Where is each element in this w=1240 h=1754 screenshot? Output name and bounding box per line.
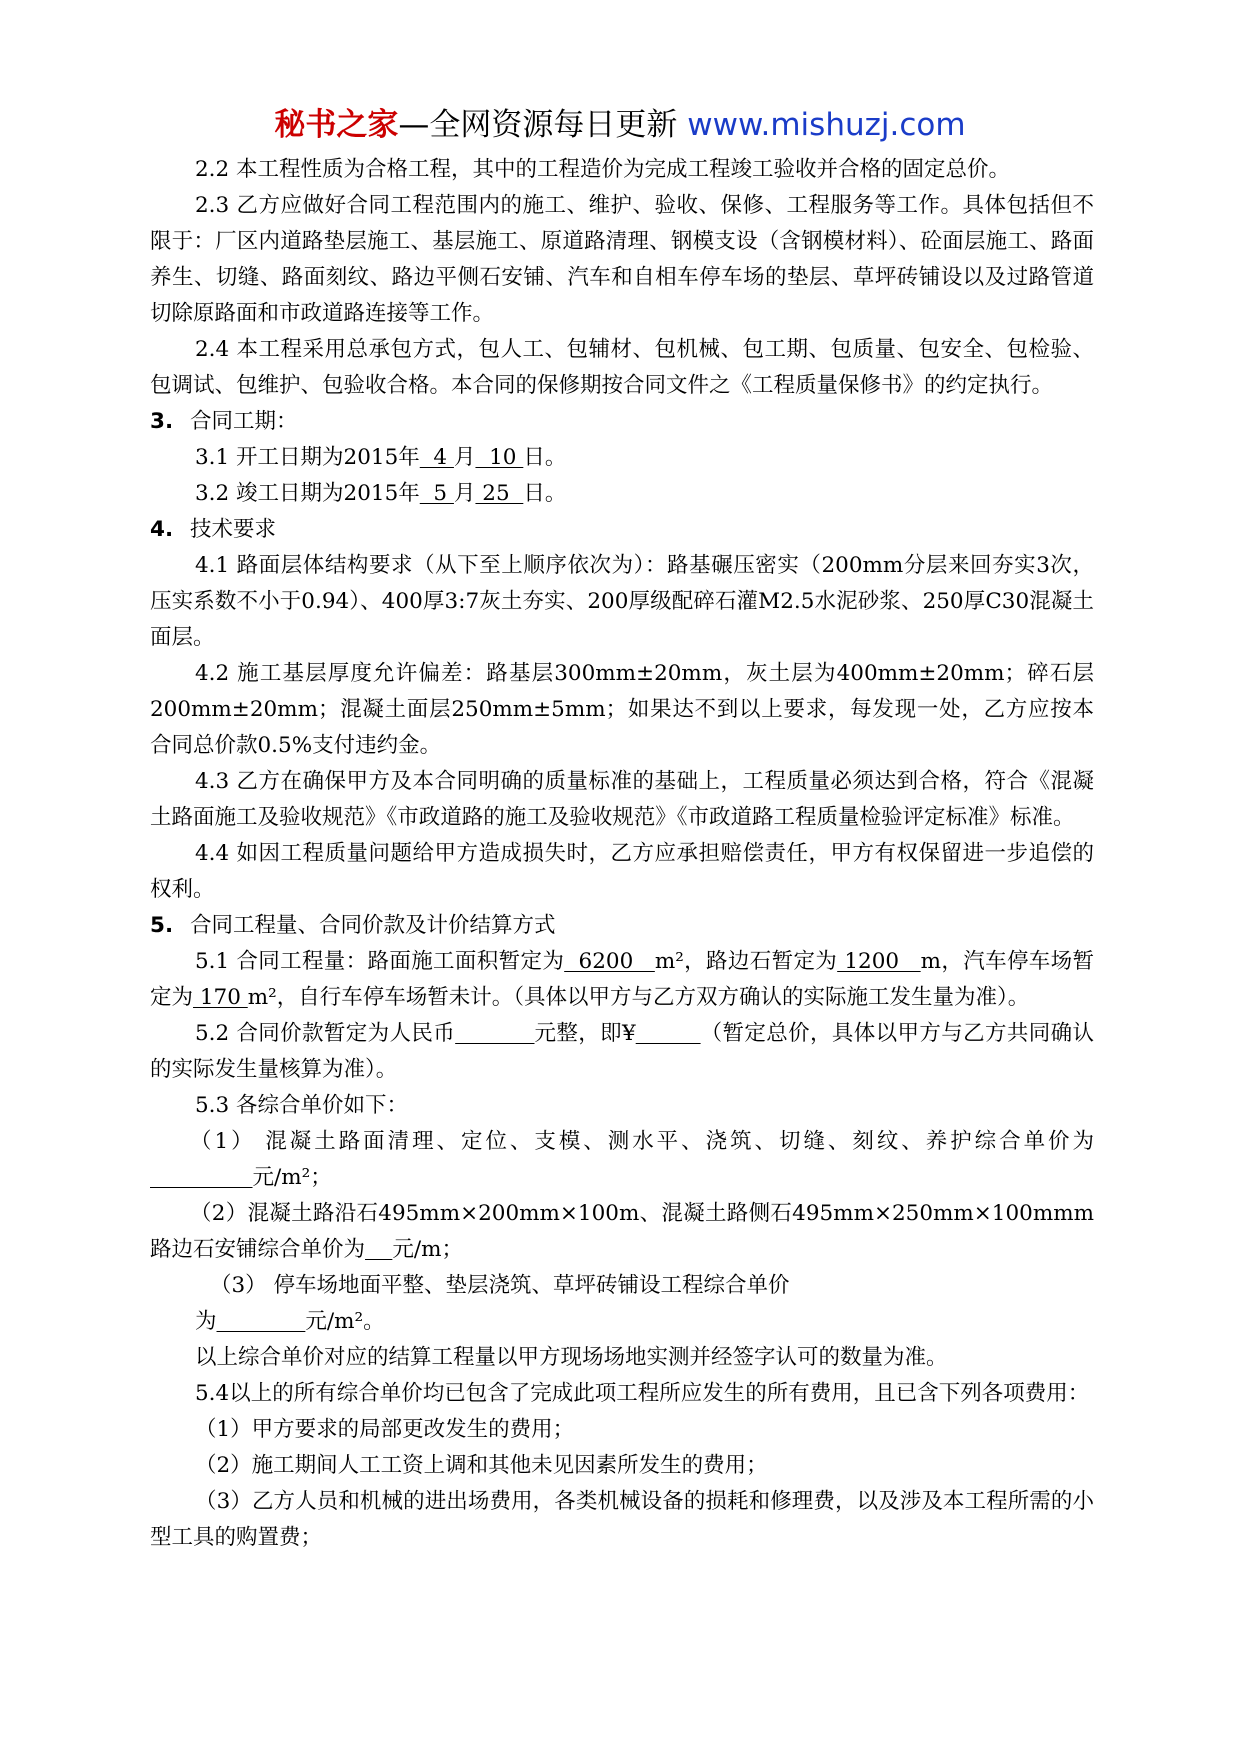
- clause-2-3: 2.3 乙方应做好合同工程范围内的施工、维护、验收、保修、工程服务等工作。具体包括但不限于：厂区内道路垫层施工、基层施工、原道路清理、钢模支设（含钢模材料）、砼面层施工、路面养生、切缝、路面刻纹、路边平侧石安铺、汽车和自相车停车场的垫层、草坪砖铺设以及过路管道切除原路面和市政道路连接等工作。: [150, 193, 1094, 326]
- clause-5-3-1: [150, 1124, 1094, 1196]
- clause-text: 5.1 合同工程量：路面施工面积暂定为: [195, 949, 565, 974]
- curb-length-field: 1200: [837, 949, 921, 974]
- section-number: 5.: [150, 913, 174, 938]
- clause-5-4-3: （3）乙方人员和机械的进出场费用，各类机械设备的损耗和修理费，以及涉及本工程所需的小型工具的购置费；: [150, 1489, 1094, 1550]
- clause-text: 元整，即¥: [534, 1021, 636, 1046]
- clause-text: 3.1 开工日期为2015年: [195, 445, 420, 470]
- clause-text: 为: [195, 1309, 217, 1334]
- clause-text: 3.2 竣工日期为2015年: [195, 481, 420, 506]
- clause-text: m，汽车停车场暂定为: [150, 949, 1094, 1010]
- clause-5-3-3-cont: [150, 1304, 1094, 1340]
- clause-text: 月: [453, 481, 476, 506]
- clause-3-1: [150, 440, 1094, 476]
- section-number: 4.: [150, 517, 174, 542]
- clause-text: （2）混凝土路沿石495mm×200mm×100m、混凝土路侧石495mm×250mm×100mmm路边石安铺综合单价为: [150, 1201, 1094, 1262]
- end-day-field: 25: [475, 481, 524, 506]
- unit-price-blank: [365, 1237, 392, 1262]
- site-header: [0, 105, 1240, 145]
- document-body: [150, 152, 1094, 1556]
- clause-5-4-1: （1）甲方要求的局部更改发生的费用；: [195, 1417, 575, 1442]
- clause-text: 5.2 合同价款暂定为人民币: [195, 1021, 456, 1046]
- section-title: 技术要求: [190, 517, 277, 542]
- clause-4-1: 4.1 路面层体结构要求（从下至上顺序依次为）：路基碾压密实（200mm分层来回夯实3次，压实系数不小于0.94）、400厚3:7灰土夯实、200厚级配碎石灌M2.5水泥砂浆、250厚C30混凝土面层。: [150, 553, 1094, 650]
- clause-5-4: 5.4以上的所有综合单价均已包含了完成此项工程所应发生的所有费用，且已含下列各项费用：: [195, 1381, 1090, 1406]
- section-4-heading: [150, 512, 1094, 548]
- clause-text: m²，自行车停车场暂未计。（具体以甲方与乙方双方确认的实际施工发生量为准）。: [247, 985, 1030, 1010]
- clause-4-4: 4.4 如因工程质量问题给甲方造成损失时，乙方应承担赔偿责任，甲方有权保留进一步追偿的权利。: [150, 841, 1094, 902]
- clause-5-1: [150, 944, 1094, 1016]
- end-month-field: 5: [419, 481, 454, 506]
- clause-3-2: [150, 476, 1094, 512]
- clause-4-2: 4.2 施工基层厚度允许偏差：路基层300mm±20mm，灰土层为400mm±20mm；碎石层200mm±20mm；混凝土面层250mm±5mm；如果达不到以上要求，每发现一处，乙方应按本合同总价款0.5%支付违约金。: [150, 661, 1094, 758]
- parking-area-field: 170: [193, 985, 248, 1010]
- clause-5-3-2: [150, 1196, 1094, 1268]
- clause-2-2: 2.2 本工程性质为合格工程，其中的工程造价为完成工程竣工验收并合格的固定总价。: [195, 157, 1011, 182]
- road-area-field: 6200: [564, 949, 655, 974]
- unit-price-blank: [150, 1165, 253, 1190]
- clause-text: 元/m；: [392, 1237, 463, 1262]
- clause-5-3-3: （3） 停车场地面平整、垫层浇筑、草坪砖铺设工程综合单价: [210, 1273, 790, 1298]
- clause-5-2: [150, 1016, 1094, 1088]
- section-title: 合同工期：: [190, 409, 298, 434]
- start-month-field: 4: [419, 445, 454, 470]
- section-title: 合同工程量、合同价款及计价结算方式: [190, 913, 556, 938]
- clause-text: 月: [453, 445, 476, 470]
- start-day-field: 10: [475, 445, 524, 470]
- price-words-blank: [455, 1021, 534, 1046]
- header-tagline: —全网资源每日更新: [398, 107, 678, 143]
- clause-5-3: 5.3 各综合单价如下：: [195, 1093, 409, 1118]
- clause-5-3-note: 以上综合单价对应的结算工程量以甲方现场场地实测并经签字认可的数量为准。: [195, 1345, 948, 1370]
- clause-text: m²，路边石暂定为: [654, 949, 838, 974]
- section-number: 3.: [150, 409, 174, 434]
- clause-4-3: 4.3 乙方在确保甲方及本合同明确的质量标准的基础上，工程质量必须达到合格，符合《混凝土路面施工及验收规范》《市政道路的施工及验收规范》《市政道路工程质量检验评定标准》标准。: [150, 769, 1094, 830]
- header-url-link[interactable]: www.mishuzj.com: [687, 107, 966, 143]
- clause-text: 元/m²；: [252, 1165, 332, 1190]
- clause-text: （1） 混凝土路面清理、定位、支模、测水平、浇筑、切缝、刻纹、养护综合单价为: [190, 1129, 1094, 1154]
- price-figure-blank: [636, 1021, 701, 1046]
- unit-price-blank: [217, 1309, 306, 1334]
- clause-text: 日。: [523, 481, 567, 506]
- clause-2-4: 2.4 本工程采用总承包方式，包人工、包辅材、包机械、包工期、包质量、包安全、包检验、包调试、包维护、包验收合格。本合同的保修期按合同文件之《工程质量保修书》的约定执行。: [150, 337, 1094, 398]
- clause-5-4-2: （2）施工期间人工工资上调和其他未见因素所发生的费用；: [195, 1453, 768, 1478]
- section-5-heading: [150, 908, 1094, 944]
- clause-text: 日。: [523, 445, 567, 470]
- clause-text: （暂定总价，具体以甲方与乙方共同确认的实际发生量核算为准）。: [150, 1021, 1094, 1082]
- section-3-heading: [150, 404, 1094, 440]
- clause-text: 元/m²。: [305, 1309, 385, 1334]
- header-brand: 秘书之家: [274, 107, 399, 143]
